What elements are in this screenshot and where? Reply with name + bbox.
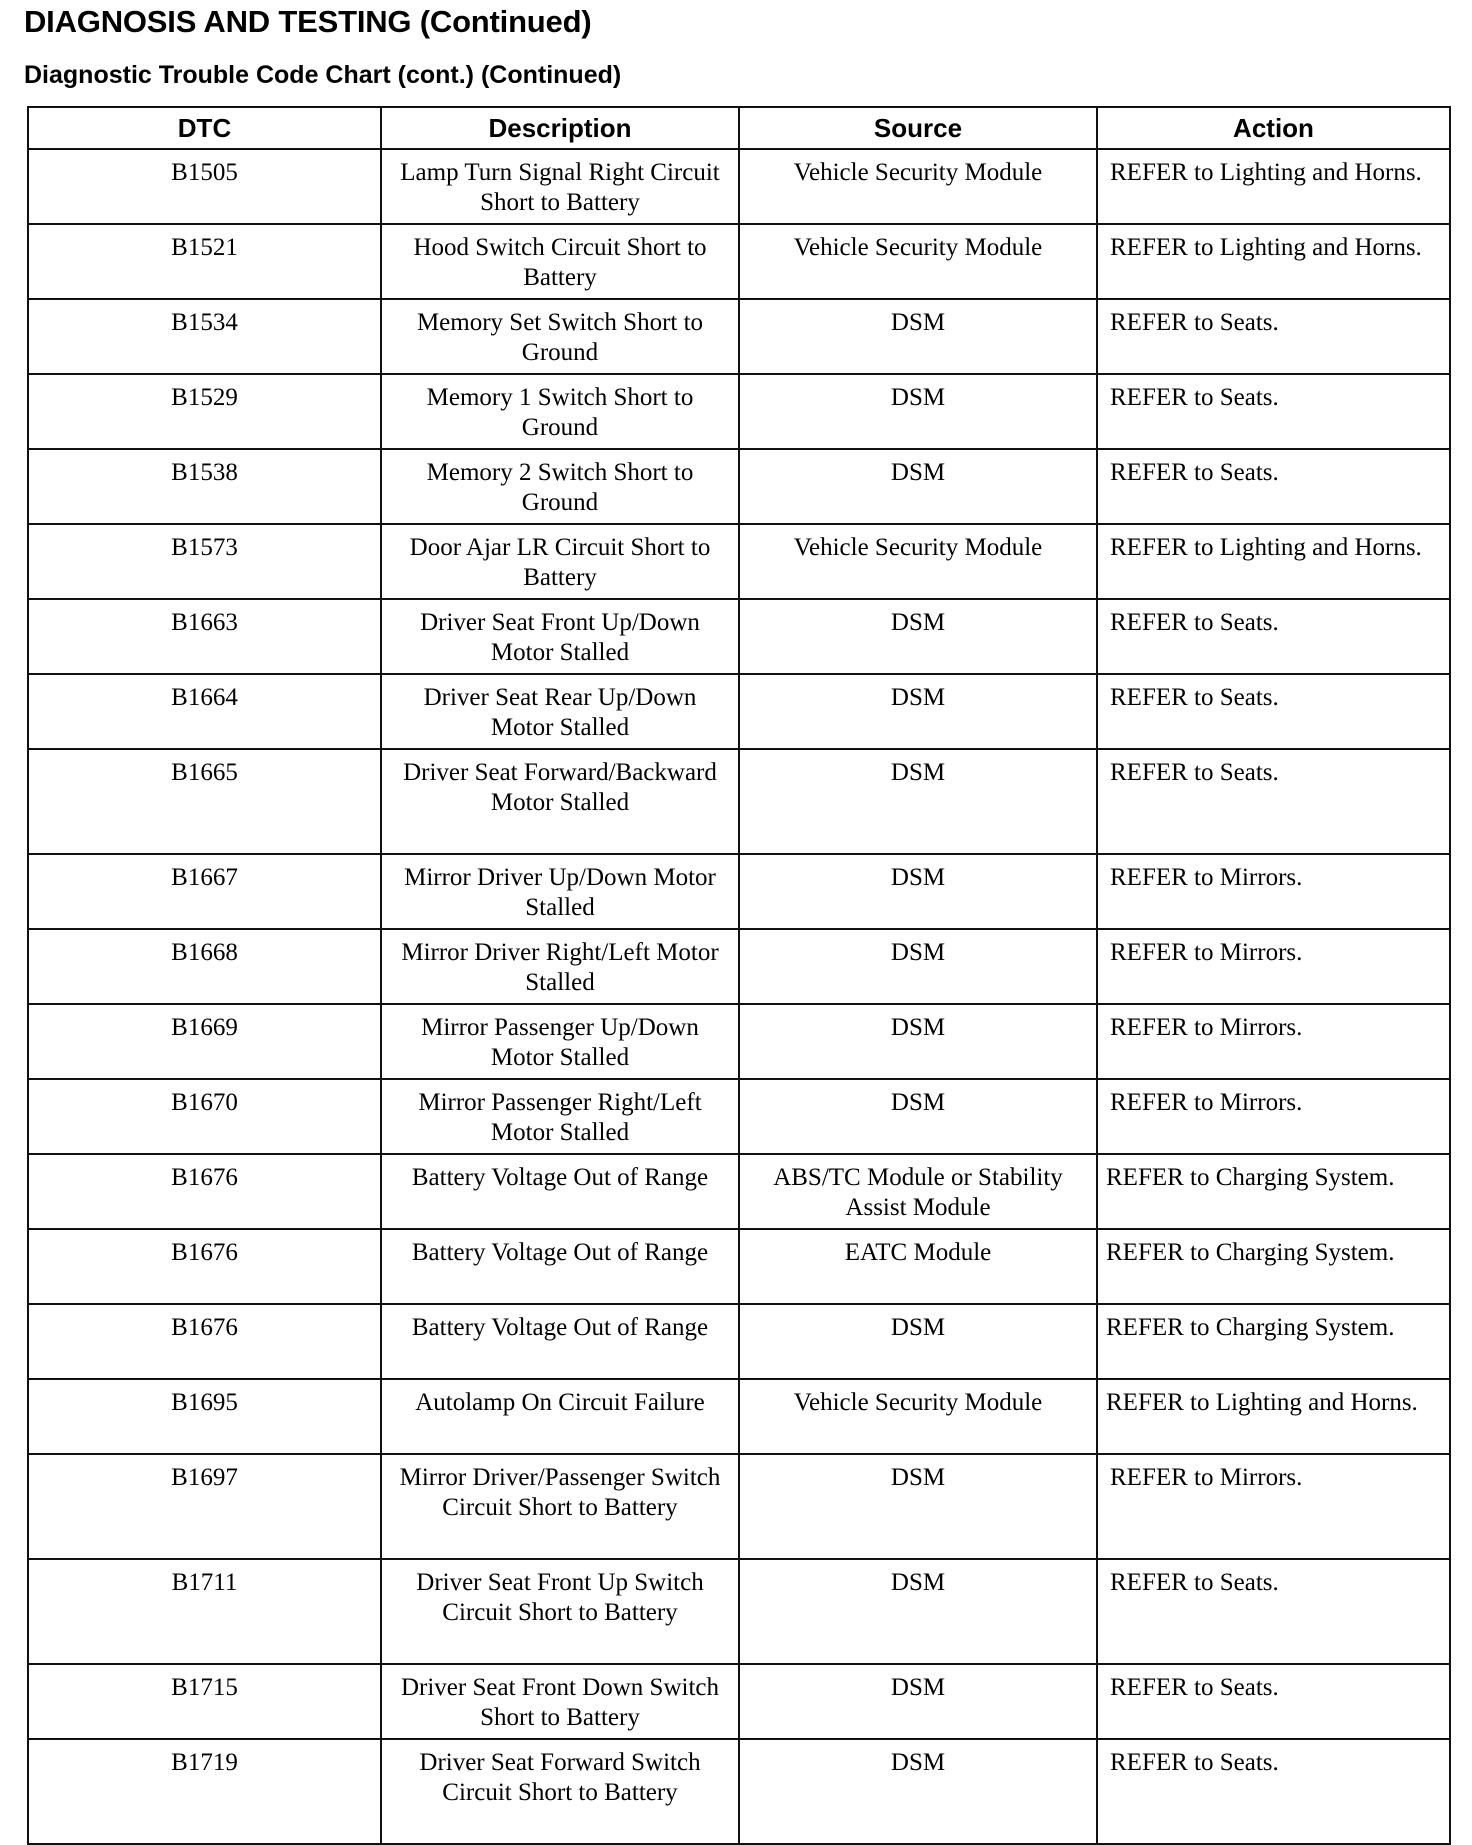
dtc-code-cell: B1719 <box>28 1739 381 1844</box>
description-cell: Mirror Driver/Passenger Switch Circuit Short to Battery <box>381 1454 739 1559</box>
table-row <box>28 149 1450 224</box>
dtc-code-cell: B1697 <box>28 1454 381 1559</box>
column-header-action: Action <box>1097 107 1450 149</box>
dtc-code-cell: B1664 <box>28 674 381 749</box>
table-row <box>28 1664 1450 1739</box>
page-subtitle: Diagnostic Trouble Code Chart (cont.) (Continued) <box>24 61 622 89</box>
action-cell: REFER to Charging System. <box>1097 1154 1450 1229</box>
source-cell: DSM <box>739 299 1097 374</box>
table-row <box>28 524 1450 599</box>
dtc-code-cell: B1676 <box>28 1304 381 1379</box>
source-cell: Vehicle Security Module <box>739 1379 1097 1454</box>
table-row <box>28 1559 1450 1664</box>
description-cell: Mirror Driver Right/Left Motor Stalled <box>381 929 739 1004</box>
source-cell: DSM <box>739 929 1097 1004</box>
dtc-code-cell: B1663 <box>28 599 381 674</box>
table-row <box>28 1739 1450 1844</box>
description-cell: Driver Seat Front Up/Down Motor Stalled <box>381 599 739 674</box>
table-header-row <box>28 107 1450 149</box>
dtc-code-cell: B1529 <box>28 374 381 449</box>
description-cell: Autolamp On Circuit Failure <box>381 1379 739 1454</box>
action-cell: REFER to Mirrors. <box>1097 1454 1450 1559</box>
description-cell: Driver Seat Rear Up/Down Motor Stalled <box>381 674 739 749</box>
source-cell: Vehicle Security Module <box>739 149 1097 224</box>
source-cell: EATC Module <box>739 1229 1097 1304</box>
table-row <box>28 374 1450 449</box>
table-row <box>28 854 1450 929</box>
dtc-code-cell: B1715 <box>28 1664 381 1739</box>
action-cell: REFER to Seats. <box>1097 1739 1450 1844</box>
table-row <box>28 224 1450 299</box>
source-cell: DSM <box>739 1004 1097 1079</box>
source-cell: DSM <box>739 449 1097 524</box>
description-cell: Mirror Passenger Up/Down Motor Stalled <box>381 1004 739 1079</box>
source-cell: DSM <box>739 1304 1097 1379</box>
action-cell: REFER to Lighting and Horns. <box>1097 524 1450 599</box>
action-cell: REFER to Charging System. <box>1097 1304 1450 1379</box>
action-cell: REFER to Seats. <box>1097 749 1450 854</box>
table-row <box>28 299 1450 374</box>
action-cell: REFER to Lighting and Horns. <box>1097 1379 1450 1454</box>
table-row <box>28 1304 1450 1379</box>
source-cell: DSM <box>739 1739 1097 1844</box>
action-cell: REFER to Mirrors. <box>1097 1004 1450 1079</box>
description-cell: Mirror Passenger Right/Left Motor Stalled <box>381 1079 739 1154</box>
action-cell: REFER to Mirrors. <box>1097 854 1450 929</box>
description-cell: Memory 1 Switch Short to Ground <box>381 374 739 449</box>
action-cell: REFER to Mirrors. <box>1097 929 1450 1004</box>
dtc-code-cell: B1695 <box>28 1379 381 1454</box>
dtc-code-cell: B1505 <box>28 149 381 224</box>
dtc-code-cell: B1668 <box>28 929 381 1004</box>
description-cell: Driver Seat Forward Switch Circuit Short to Battery <box>381 1739 739 1844</box>
action-cell: REFER to Seats. <box>1097 374 1450 449</box>
dtc-code-cell: B1521 <box>28 224 381 299</box>
action-cell: REFER to Seats. <box>1097 299 1450 374</box>
dtc-code-cell: B1676 <box>28 1229 381 1304</box>
dtc-code-cell: B1711 <box>28 1559 381 1664</box>
dtc-code-cell: B1670 <box>28 1079 381 1154</box>
action-cell: REFER to Seats. <box>1097 599 1450 674</box>
action-cell: REFER to Charging System. <box>1097 1229 1450 1304</box>
table-row <box>28 929 1450 1004</box>
table-row <box>28 449 1450 524</box>
description-cell: Driver Seat Forward/Backward Motor Stalled <box>381 749 739 854</box>
source-cell: DSM <box>739 1664 1097 1739</box>
source-cell: DSM <box>739 854 1097 929</box>
description-cell: Lamp Turn Signal Right Circuit Short to Battery <box>381 149 739 224</box>
table-row <box>28 1229 1450 1304</box>
source-cell: ABS/TC Module or Stability Assist Module <box>739 1154 1097 1229</box>
description-cell: Memory Set Switch Short to Ground <box>381 299 739 374</box>
description-cell: Battery Voltage Out of Range <box>381 1229 739 1304</box>
source-cell: DSM <box>739 599 1097 674</box>
dtc-code-cell: B1538 <box>28 449 381 524</box>
column-header-dtc: DTC <box>28 107 381 149</box>
action-cell: REFER to Seats. <box>1097 1559 1450 1664</box>
table-row <box>28 1004 1450 1079</box>
action-cell: REFER to Lighting and Horns. <box>1097 224 1450 299</box>
action-cell: REFER to Seats. <box>1097 449 1450 524</box>
description-cell: Driver Seat Front Up Switch Circuit Short to Battery <box>381 1559 739 1664</box>
description-cell: Hood Switch Circuit Short to Battery <box>381 224 739 299</box>
table-row <box>28 1454 1450 1559</box>
action-cell: REFER to Lighting and Horns. <box>1097 149 1450 224</box>
description-cell: Driver Seat Front Down Switch Short to Battery <box>381 1664 739 1739</box>
action-cell: REFER to Seats. <box>1097 674 1450 749</box>
dtc-chart-table <box>27 106 1451 1845</box>
source-cell: DSM <box>739 674 1097 749</box>
column-header-source: Source <box>739 107 1097 149</box>
dtc-code-cell: B1573 <box>28 524 381 599</box>
table-row <box>28 749 1450 854</box>
source-cell: DSM <box>739 1079 1097 1154</box>
table-row <box>28 1154 1450 1229</box>
description-cell: Battery Voltage Out of Range <box>381 1304 739 1379</box>
action-cell: REFER to Mirrors. <box>1097 1079 1450 1154</box>
dtc-code-cell: B1665 <box>28 749 381 854</box>
source-cell: DSM <box>739 374 1097 449</box>
dtc-code-cell: B1676 <box>28 1154 381 1229</box>
dtc-code-cell: B1667 <box>28 854 381 929</box>
source-cell: DSM <box>739 749 1097 854</box>
table-row <box>28 1079 1450 1154</box>
description-cell: Door Ajar LR Circuit Short to Battery <box>381 524 739 599</box>
source-cell: DSM <box>739 1559 1097 1664</box>
table-row <box>28 1379 1450 1454</box>
source-cell: DSM <box>739 1454 1097 1559</box>
description-cell: Mirror Driver Up/Down Motor Stalled <box>381 854 739 929</box>
source-cell: Vehicle Security Module <box>739 224 1097 299</box>
page-title: DIAGNOSIS AND TESTING (Continued) <box>24 4 592 39</box>
description-cell: Memory 2 Switch Short to Ground <box>381 449 739 524</box>
table-row <box>28 599 1450 674</box>
table-row <box>28 674 1450 749</box>
description-cell: Battery Voltage Out of Range <box>381 1154 739 1229</box>
source-cell: Vehicle Security Module <box>739 524 1097 599</box>
dtc-code-cell: B1669 <box>28 1004 381 1079</box>
action-cell: REFER to Seats. <box>1097 1664 1450 1739</box>
column-header-description: Description <box>381 107 739 149</box>
dtc-code-cell: B1534 <box>28 299 381 374</box>
